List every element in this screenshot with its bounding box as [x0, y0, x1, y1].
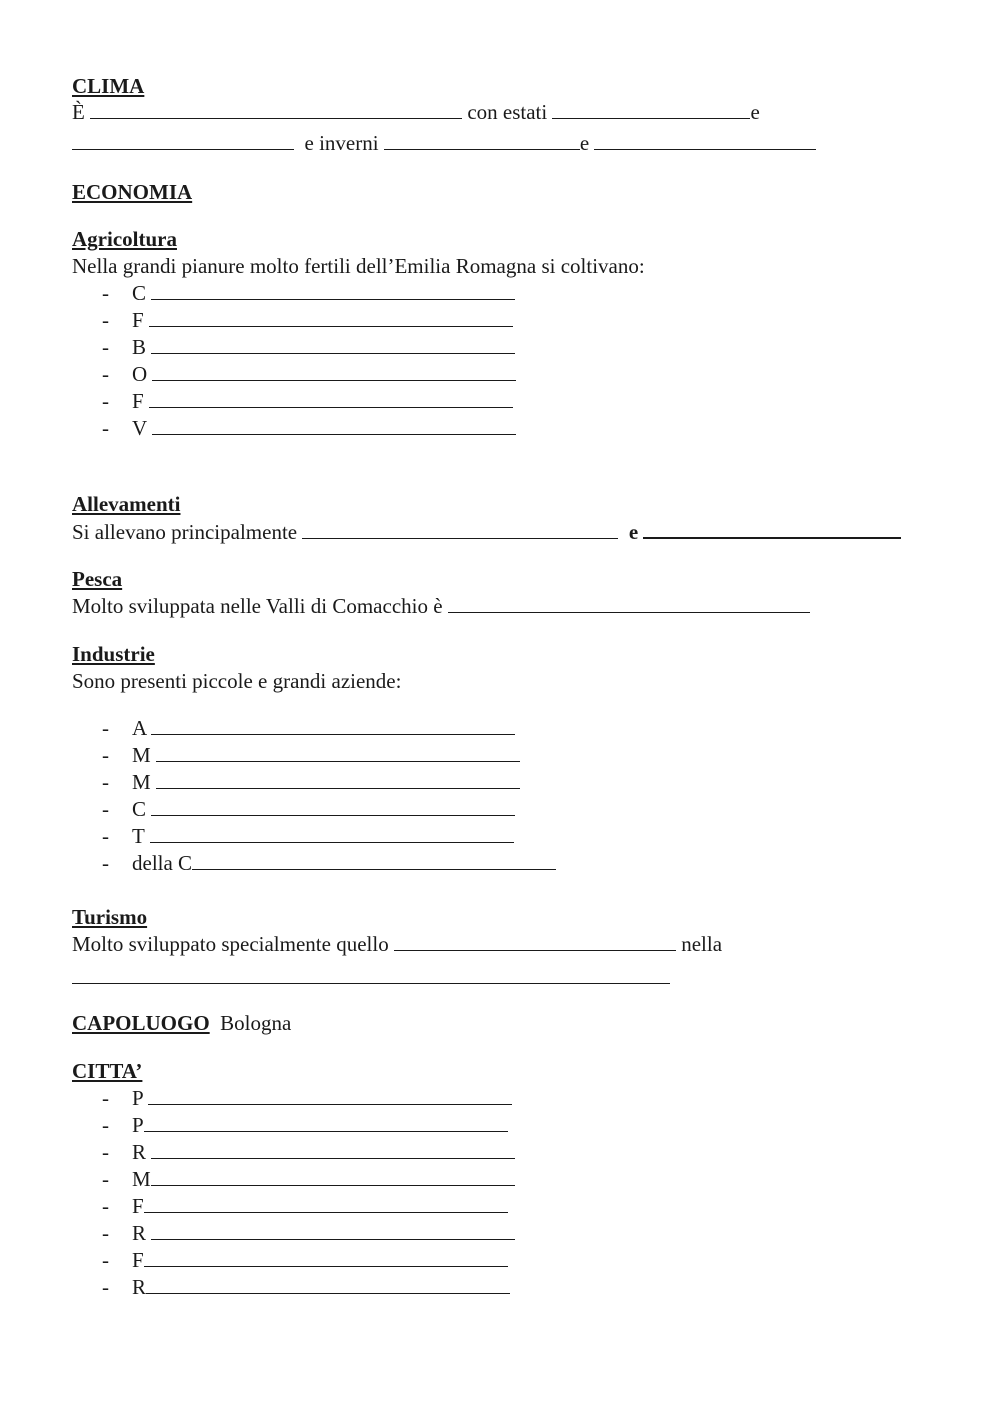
turismo-blank-2[interactable] [72, 964, 670, 984]
answer-blank[interactable] [156, 769, 520, 789]
list-item: - M [102, 742, 520, 768]
answer-blank[interactable] [144, 1193, 508, 1213]
pesca-heading: Pesca [72, 567, 123, 591]
answer-blank[interactable] [156, 742, 520, 762]
list-item: - B [102, 334, 515, 360]
clima-blank-3[interactable] [72, 130, 294, 150]
list-item: - F [102, 307, 513, 333]
clima-e-inverni-text: e inverni [304, 131, 379, 155]
list-item: - R [102, 1274, 510, 1300]
turismo-line-2 [72, 964, 670, 990]
list-item: - P [102, 1112, 508, 1138]
allevamenti-text: Si allevano principalmente [72, 520, 298, 544]
list-item: - M [102, 769, 520, 795]
turismo-text: Molto sviluppato specialmente quello [72, 932, 389, 956]
turismo-heading: Turismo [72, 905, 148, 929]
clima-blank-5[interactable] [594, 130, 816, 150]
pesca-blank[interactable] [448, 593, 810, 613]
agricoltura-heading: Agricoltura [72, 227, 177, 251]
pesca-text: Molto sviluppata nelle Valli di Comacchio è [72, 594, 443, 618]
list-item: - M [102, 1166, 515, 1192]
list-item: - P [102, 1085, 512, 1111]
answer-blank[interactable] [151, 334, 515, 354]
citta-heading: CITTA’ [72, 1059, 143, 1083]
answer-blank[interactable] [152, 361, 516, 381]
clima-blank-1[interactable] [90, 99, 462, 119]
answer-blank[interactable] [151, 1220, 515, 1240]
answer-blank[interactable] [151, 1139, 515, 1159]
allevamenti-blank-1[interactable] [302, 519, 618, 539]
answer-blank[interactable] [144, 1112, 508, 1132]
clima-e-text: e [750, 100, 760, 124]
answer-blank[interactable] [149, 307, 513, 327]
list-item: - F [102, 1193, 508, 1219]
turismo-nella-text: nella [681, 932, 723, 956]
allevamenti-blank-2[interactable] [643, 518, 901, 539]
clima-line-2 [72, 130, 816, 156]
list-item: - C [102, 280, 515, 306]
clima-start-text: È [72, 100, 85, 124]
answer-blank[interactable] [192, 850, 556, 870]
industrie-heading: Industrie [72, 642, 155, 666]
turismo-blank-1[interactable] [394, 931, 676, 951]
capoluogo-heading: CAPOLUOGO [72, 1011, 210, 1035]
list-item: - R [102, 1220, 515, 1246]
list-item: - C [102, 796, 515, 822]
turismo-line-1 [72, 931, 722, 957]
answer-blank[interactable] [148, 1085, 512, 1105]
list-item: - O [102, 361, 516, 387]
answer-blank[interactable] [152, 415, 516, 435]
answer-blank[interactable] [146, 1274, 510, 1294]
clima-con-estati-text: con estati [467, 100, 548, 124]
answer-blank[interactable] [149, 388, 513, 408]
answer-blank[interactable] [151, 280, 515, 300]
clima-blank-4[interactable] [384, 130, 580, 150]
list-item: - F [102, 1247, 508, 1273]
capoluogo-line [72, 1010, 291, 1036]
list-item: - A [102, 715, 515, 741]
answer-blank[interactable] [151, 715, 515, 735]
list-item: - F [102, 388, 513, 414]
clima-line-1 [72, 99, 760, 125]
answer-blank[interactable] [150, 823, 514, 843]
answer-blank[interactable] [144, 1247, 508, 1267]
allevamenti-e-text: e [628, 520, 639, 544]
agricoltura-intro: Nella grandi pianure molto fertili dell’Emilia Romagna si coltivano: [72, 254, 645, 278]
clima-e2-text: e [579, 131, 590, 155]
pesca-line [72, 593, 810, 619]
industrie-intro: Sono presenti piccole e grandi aziende: [72, 669, 402, 693]
capoluogo-value: Bologna [220, 1011, 292, 1035]
list-item: - della C [102, 850, 556, 876]
answer-blank[interactable] [151, 1166, 515, 1186]
economia-heading: ECONOMIA [72, 180, 193, 204]
list-item: - T [102, 823, 514, 849]
allevamenti-line [72, 518, 901, 545]
clima-heading: CLIMA [72, 74, 145, 98]
answer-blank[interactable] [151, 796, 515, 816]
list-item: - R [102, 1139, 515, 1165]
allevamenti-heading: Allevamenti [72, 492, 181, 516]
clima-blank-2[interactable] [552, 99, 750, 119]
list-item: - V [102, 415, 516, 441]
